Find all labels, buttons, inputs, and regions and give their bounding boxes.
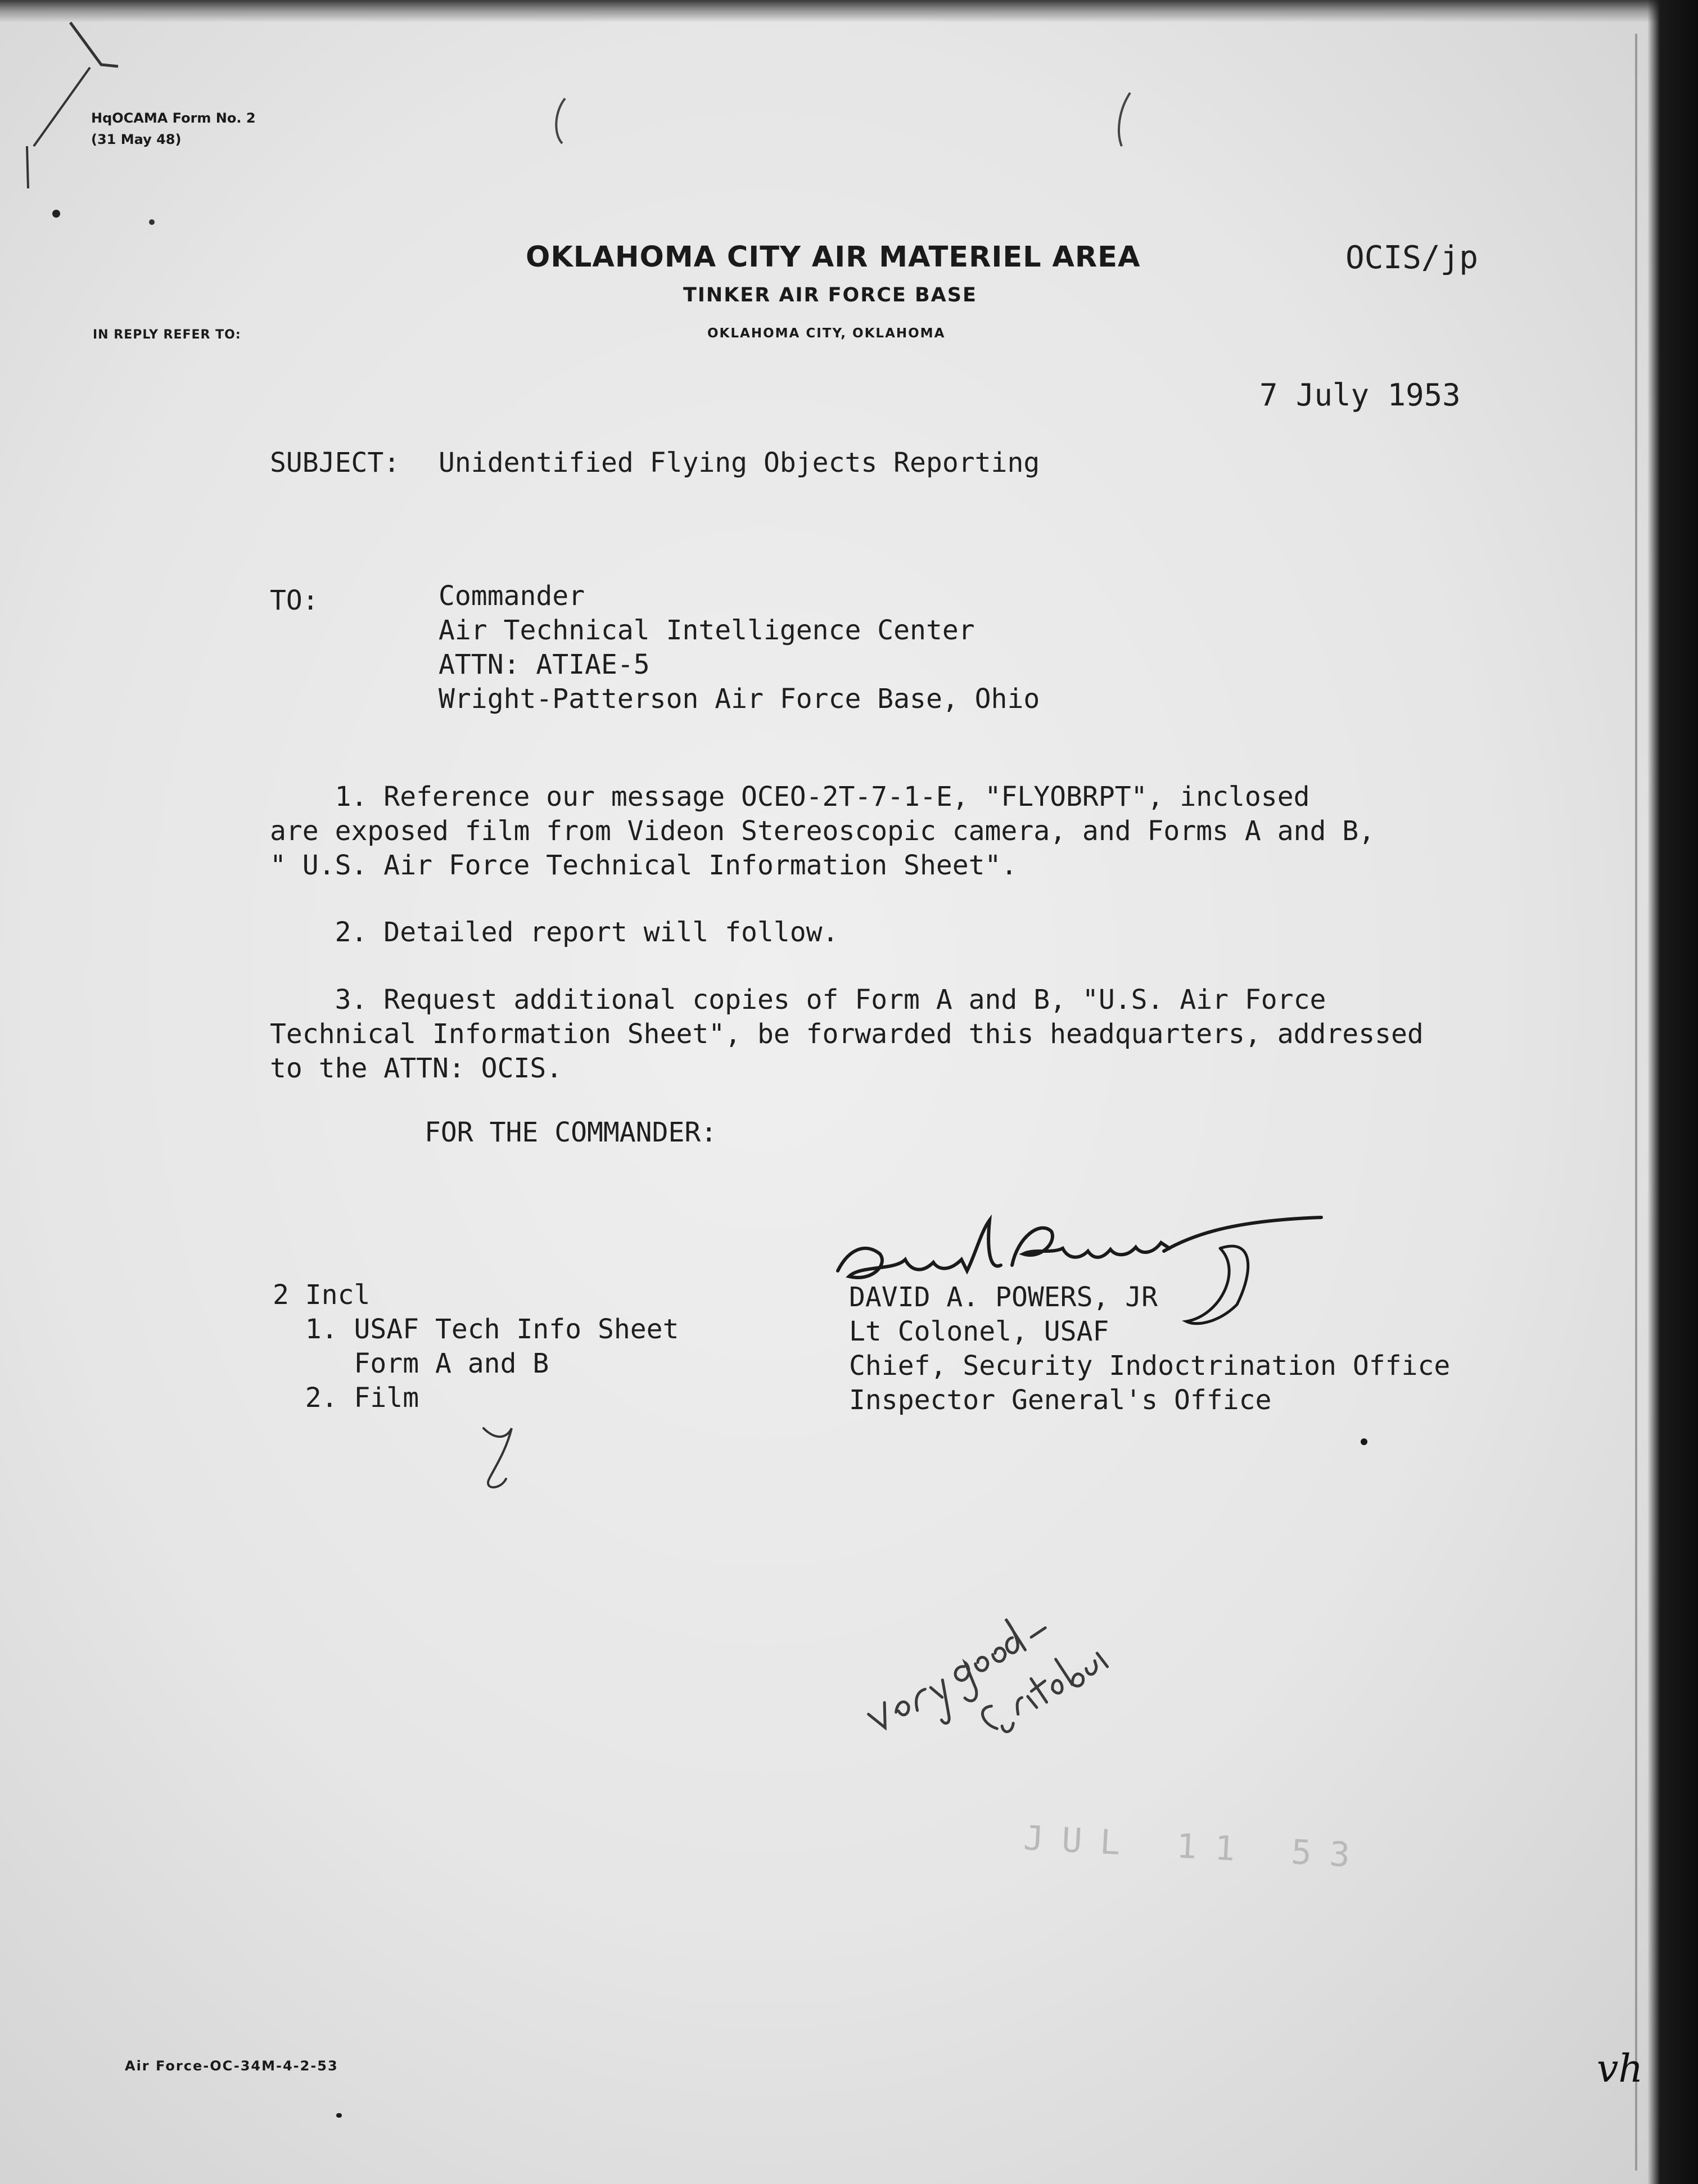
inclosure-line: 1. USAF Tech Info Sheet <box>273 1314 679 1345</box>
ink-dot <box>336 2113 342 2118</box>
letterhead-title: OKLAHOMA CITY AIR MATERIEL AREA <box>526 241 1141 274</box>
letterhead-subtitle: TINKER AIR FORCE BASE <box>683 284 977 306</box>
paragraph-1-line: are exposed film from Videon Stereoscopic camera, and Forms A and B, <box>270 815 1375 847</box>
paragraph-3-line: 3. Request additional copies of Form A and B, "U.S. Air Force <box>270 984 1326 1016</box>
form-number-line1: HqOCAMA Form No. 2 <box>91 110 256 126</box>
signature-block-line: DAVID A. POWERS, JR <box>849 1281 1158 1313</box>
form-number-line2: (31 May 48) <box>91 132 182 147</box>
paragraph-1-line: " U.S. Air Force Technical Information Sheet". <box>270 850 1018 881</box>
footer-form-number: Air Force-OC-34M-4-2-53 <box>125 2058 338 2074</box>
paragraph-1-line: 1. Reference our message OCEO-2T-7-1-E, "FLYOBRPT", inclosed <box>270 781 1310 813</box>
signature-block-line: Chief, Security Indoctrination Office <box>849 1350 1451 1382</box>
inclosure-line: 2 Incl <box>273 1279 371 1311</box>
letterhead-location: OKLAHOMA CITY, OKLAHOMA <box>707 326 946 341</box>
corner-initials: vh <box>1597 2047 1643 2091</box>
subject-label: SUBJECT: <box>270 447 400 479</box>
pencil-check-mark <box>472 1417 540 1496</box>
inclosure-line: Form A and B <box>273 1348 549 1379</box>
to-line: ATTN: ATIAE-5 <box>439 649 650 680</box>
paragraph-3-line: to the ATTN: OCIS. <box>270 1053 563 1084</box>
letter-date: 7 July 1953 <box>1259 377 1461 413</box>
office-symbol: OCIS/jp <box>1345 240 1479 276</box>
reply-refer-label: IN REPLY REFER TO: <box>93 328 241 342</box>
paragraph-3-line: Technical Information Sheet", be forwarded this headquarters, addressed <box>270 1018 1424 1050</box>
signature-block-line: Lt Colonel, USAF <box>849 1316 1109 1347</box>
to-label: TO: <box>270 585 319 616</box>
paragraph-2-line: 2. Detailed report will follow. <box>270 917 839 948</box>
inclosure-line: 2. Film <box>273 1382 419 1414</box>
ink-dot <box>1361 1438 1367 1445</box>
faint-received-stamp: JUL 11 53 <box>1022 1819 1369 1876</box>
signature-block-line: Inspector General's Office <box>849 1384 1272 1416</box>
to-line: Wright-Patterson Air Force Base, Ohio <box>439 683 1040 715</box>
subject-text: Unidentified Flying Objects Reporting <box>439 447 1040 479</box>
scan-edge-line <box>1635 34 1637 2171</box>
scan-right-edge <box>1647 0 1698 2184</box>
handwritten-note <box>821 1507 1181 1754</box>
to-line: Air Technical Intelligence Center <box>439 615 975 646</box>
to-line: Commander <box>439 580 585 612</box>
complimentary-close: FOR THE COMMANDER: <box>424 1117 717 1148</box>
